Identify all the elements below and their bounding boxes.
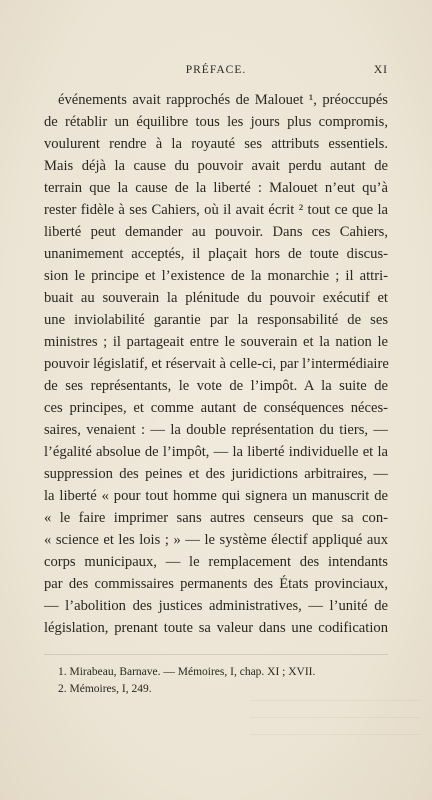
body-line: buait au souverain la plénitude du pouvoir exécutif et [44, 290, 388, 306]
body-line: événements avait rapprochés de Malouet ¹, préoccupés [58, 92, 388, 108]
body-line: — l’abolition des justices administratives, — l’unité de [44, 598, 388, 614]
body-line: la liberté « pour tout homme qui signera un manuscrit de [44, 488, 388, 504]
body-line: corps municipaux, — le remplacement des intendants [44, 554, 388, 570]
footnote-divider [44, 654, 388, 655]
footnote: 1. Mirabeau, Barnave. — Mémoires, I, chap. XI ; XVII. [58, 666, 316, 678]
page-number: XI [373, 64, 388, 76]
body-line: terrain que la cause de la liberté : Malouet n’eut qu’à [44, 180, 388, 196]
body-line: voulurent rendre à la royauté ses attributs essentiels. [44, 136, 388, 152]
body-line: sion le principe et l’existence de la monarchie ; il attri- [44, 268, 388, 284]
body-line: ministres ; il partageait entre le souverain et la nation le [44, 334, 388, 350]
footnote: 2. Mémoires, I, 249. [58, 683, 152, 695]
body-line: unanimement acceptés, il plaçait hors de toute discus- [44, 246, 388, 262]
body-line: rester fidèle à ses Cahiers, où il avait écrit ² tout ce que la [44, 202, 388, 218]
body-line: « science et les lois ; » — le système électif appliqué aux [44, 532, 388, 548]
body-line: ces principes, et comme autant de conséquences néces- [44, 400, 388, 416]
body-line: liberté peut demander au pouvoir. Dans ces Cahiers, [44, 224, 388, 240]
body-line: de ses représentants, le vote de l’impôt. A la suite de [44, 378, 388, 394]
running-header [44, 64, 388, 80]
running-title: PRÉFACE. [185, 64, 247, 76]
body-line: l’égalité absolue de l’impôt, — la liberté individuelle et la [44, 444, 388, 460]
body-line: de rétablir un équilibre tous les jours plus compromis, [44, 114, 388, 130]
body-text [44, 89, 388, 639]
body-line: législation, prenant toute sa valeur dans une codification [44, 620, 388, 636]
body-line: saires, venaient : — la double représentation du tiers, — [44, 422, 388, 438]
body-line: suppression des peines et des juridictions arbitraires, — [44, 466, 388, 482]
body-line: Mais déjà la cause du pouvoir avait perdu autant de [44, 158, 388, 174]
footnotes [58, 664, 388, 698]
body-line: pouvoir législatif, et réservait à celle-ci, par l’intermédiaire [44, 356, 389, 372]
bleed-through-texture [250, 700, 420, 751]
body-line: une inviolabilité garantie par la responsabilité de ses [44, 312, 388, 328]
body-line: par des commissaires permanents des États provinciaux, [44, 576, 388, 592]
body-line: « le faire imprimer sans autres censeurs que sa con- [44, 510, 388, 526]
